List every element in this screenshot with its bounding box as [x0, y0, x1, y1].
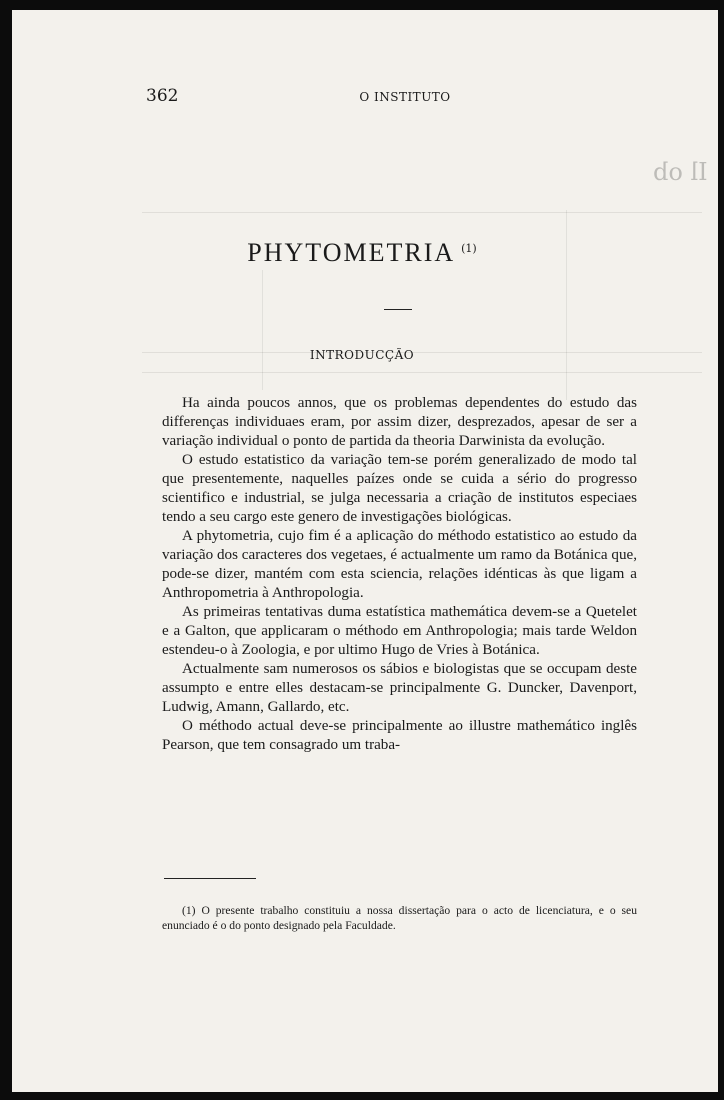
- running-head: [0, 80, 724, 110]
- paragraph: Ha ainda poucos annos, que os problemas dependentes do estudo das differenças individuaes eram, por assim dizer, desprezados, apesar de ser a variação individual o ponto de partida da theoria Darwinista da evolução.: [162, 395, 637, 449]
- article-title-text: PHYTOMETRIA: [247, 238, 456, 267]
- paragraph: O méthodo actual deve-se principalmente ao illustre mathemático inglês Pearson, que tem consagrado um traba-: [162, 718, 637, 753]
- paragraph: Actualmente sam numerosos os sábios e biologistas que se occupam deste assumpto e entre elles destacam-se principalmente G. Duncker, Davenport, Ludwig, Amann, Gallardo, etc.: [162, 661, 637, 715]
- article-title: [0, 238, 724, 268]
- footnote-rule: [164, 878, 256, 879]
- paragraph: O estudo estatistico da variação tem-se porém generalizado de modo tal que presentemente, naquelles paízes onde se cuida a sério do progresso scientifico e industrial, se julga necessaria a criação de institutos especiaes tendo a seu cargo este genero de investigações biológicas.: [162, 452, 637, 525]
- section-heading: INTRODUCÇÃO: [309, 348, 415, 362]
- footnote: (1) O presente trabalho constituiu a nossa dissertação para o acto de licenciatura, e o seu enunciado é o do ponto designado pela Faculdade.: [162, 904, 637, 932]
- page-number: 362: [146, 86, 179, 106]
- paragraph: A phytometria, cujo fim é a aplicação do méthodo estatistico ao estudo da variação dos caracteres dos vegetaes, é actualmente um ramo da Botánica que, pode-se dizer, mantém com esta sciencia, relações idénticas às que ligam a Anthropometria à Anthropologia.: [162, 528, 637, 601]
- title-rule: [384, 309, 412, 310]
- footnotes: [162, 903, 637, 933]
- bleed-through-text: Il ob: [653, 158, 708, 186]
- title-footnote-ref: (1): [461, 242, 477, 255]
- article-body: [162, 394, 637, 755]
- journal-title: O INSTITUTO: [359, 90, 451, 104]
- paragraph: As primeiras tentativas duma estatística mathemática devem-se a Quetelet e a Galton, que applicaram o méthodo em Anthropologia; mais tarde Weldon estendeu-o à Zoologia, e por ultimo Hugo de Vries à Botánica.: [162, 604, 637, 658]
